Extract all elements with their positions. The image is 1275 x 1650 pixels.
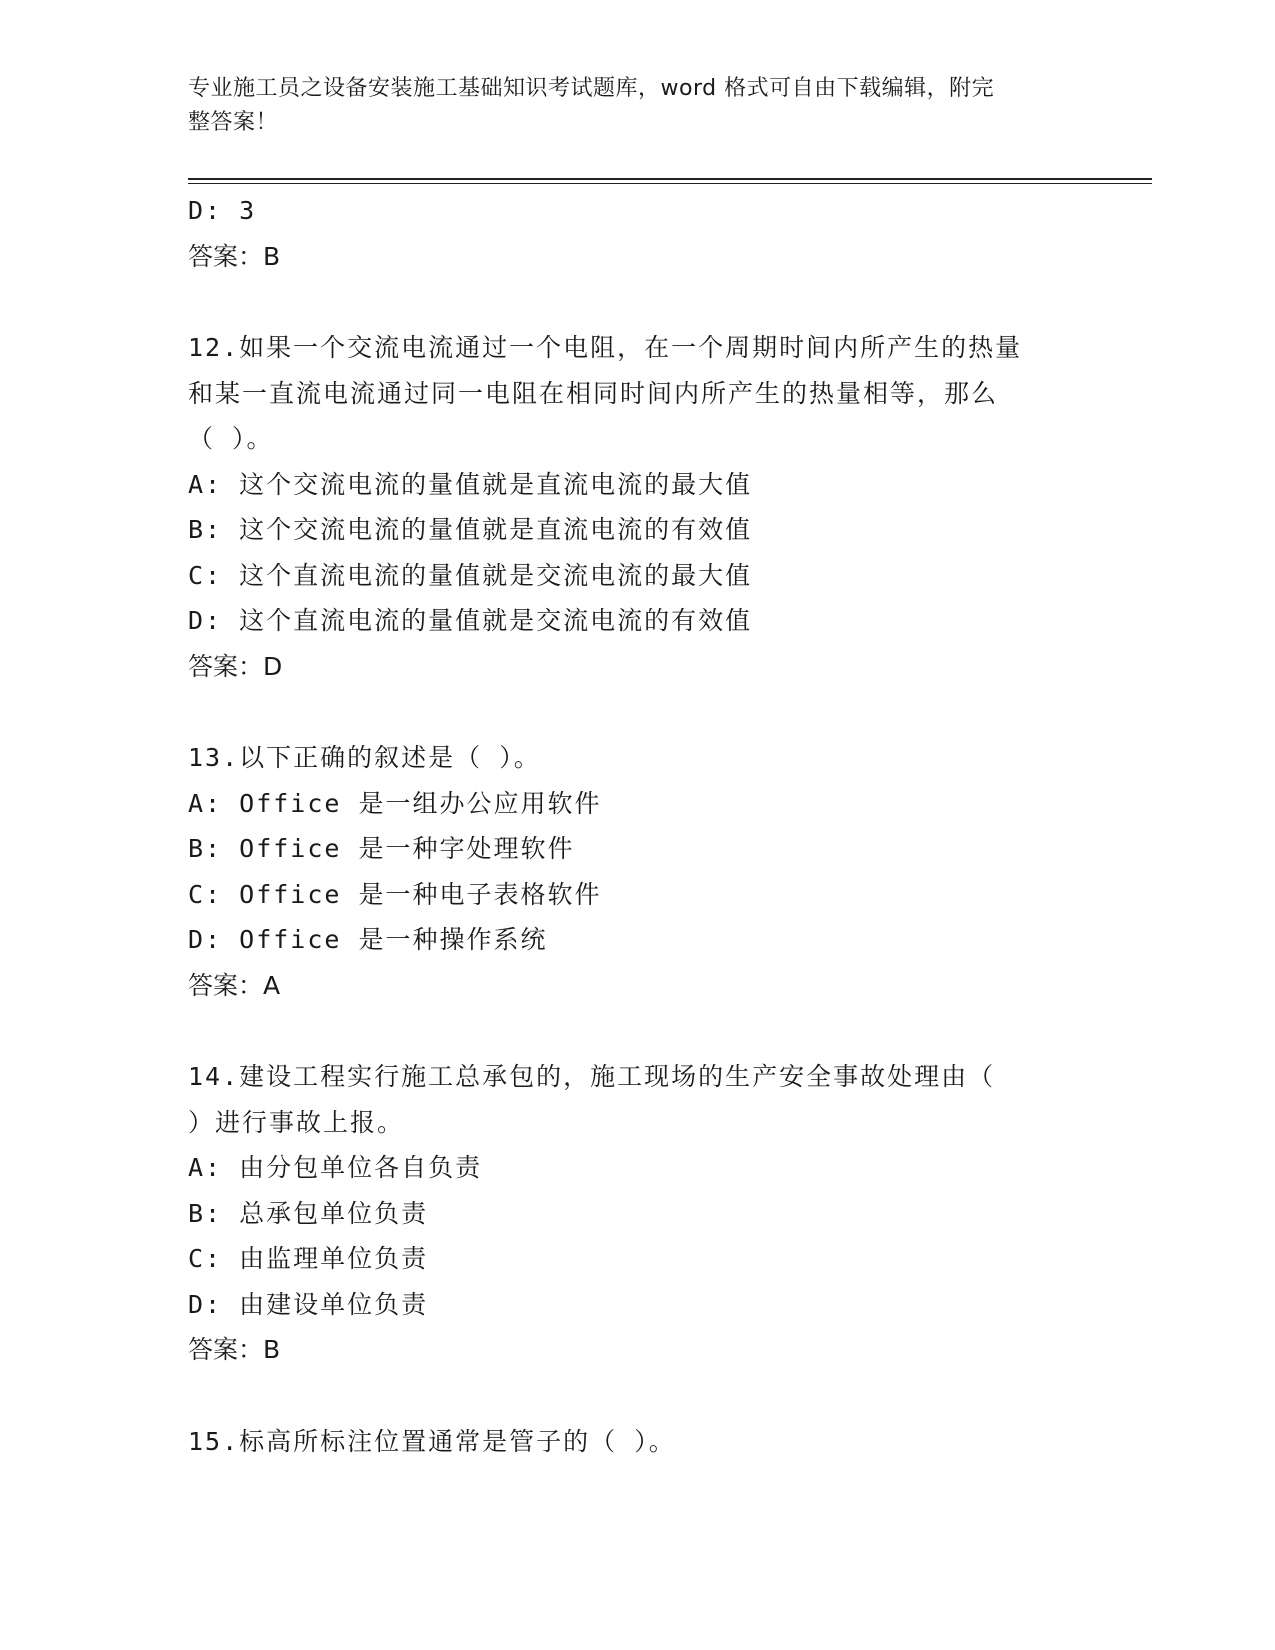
- spacer: [188, 1008, 1152, 1054]
- document-page: [188, 0, 1152, 1650]
- page-header: [188, 72, 1068, 140]
- option-d: D: 由建设单位负责: [188, 1289, 429, 1319]
- question-line: 14.建设工程实行施工总承包的，施工现场的生产安全事故处理由（: [188, 1062, 996, 1091]
- option-c: C: 这个直流电流的量值就是交流电流的最大值: [188, 560, 753, 590]
- question-line: 和某一直流电流通过同一电阻在相同时间内所产生的热量相等，那么: [188, 378, 999, 408]
- header-line-1: 专业施工员之设备安装施工基础知识考试题库，word 格式可自由下载编辑，附完: [188, 76, 995, 101]
- option-c: C: Office 是一种电子表格软件: [188, 879, 602, 909]
- question-line: 13.以下正确的叙述是（ ）。: [188, 743, 541, 772]
- question-line: 15.标高所标注位置通常是管子的（ ）。: [188, 1426, 676, 1456]
- spacer: [188, 689, 1152, 735]
- option-d: D: Office 是一种操作系统: [188, 925, 548, 954]
- option-a: A: Office 是一组办公应用软件: [188, 788, 602, 818]
- option-b: B: 总承包单位负责: [188, 1198, 429, 1228]
- option-d: D: 这个直流电流的量值就是交流电流的有效值: [188, 606, 753, 635]
- header-rule-thick: [188, 178, 1152, 180]
- option-a: A: 由分包单位各自负责: [188, 1153, 483, 1182]
- prev-option-d: D: 3: [188, 196, 257, 225]
- header-line-2: 整答案！: [188, 110, 279, 135]
- question-line: ）进行事故上报。: [188, 1107, 405, 1137]
- option-a: A: 这个交流电流的量值就是直流电流的最大值: [188, 469, 753, 499]
- spacer: [188, 279, 1152, 325]
- option-b: B: 这个交流电流的量值就是直流电流的有效值: [188, 515, 753, 544]
- spacer: [188, 1373, 1152, 1419]
- question-14: [188, 1054, 1152, 1373]
- header-rule-thin: [188, 183, 1152, 184]
- question-line: （ ）。: [188, 424, 274, 453]
- question-13: [188, 735, 1152, 1008]
- answer: 答案：A: [188, 970, 281, 1000]
- option-c: C: 由监理单位负责: [188, 1244, 429, 1273]
- answer: 答案：D: [188, 651, 283, 681]
- prev-answer: 答案：B: [188, 241, 281, 271]
- document-body: [188, 188, 1152, 1464]
- question-line: 12.如果一个交流电流通过一个电阻，在一个周期时间内所产生的热量: [188, 333, 1023, 362]
- question-12: [188, 325, 1152, 689]
- answer: 答案：B: [188, 1335, 281, 1364]
- question-15: [188, 1419, 1152, 1465]
- option-b: B: Office 是一种字处理软件: [188, 834, 575, 863]
